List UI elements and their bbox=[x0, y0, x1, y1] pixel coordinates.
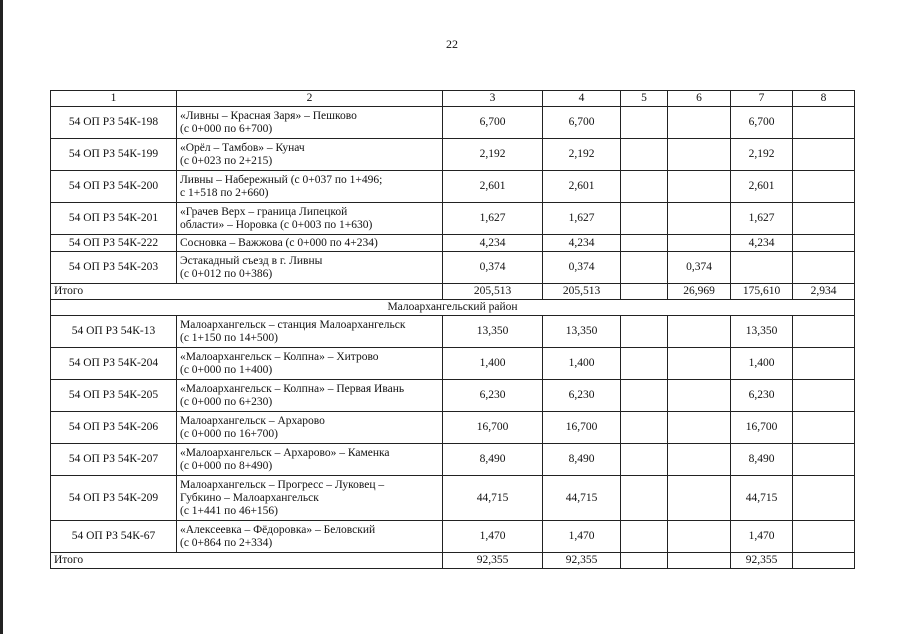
col8-value bbox=[793, 476, 855, 521]
table-row bbox=[51, 348, 855, 380]
col4-value: 1,470 bbox=[543, 521, 621, 553]
road-code: 54 ОП РЗ 54К-205 bbox=[51, 380, 177, 412]
col8-value bbox=[793, 444, 855, 476]
total-row bbox=[51, 284, 855, 300]
col4-value: 44,715 bbox=[543, 476, 621, 521]
col8-value bbox=[793, 412, 855, 444]
road-name: «Орёл – Тамбов» – Кунач (с 0+023 по 2+215) bbox=[177, 139, 443, 171]
road-code: 54 ОП РЗ 54К-204 bbox=[51, 348, 177, 380]
col6-value bbox=[668, 521, 731, 553]
col4-value: 4,234 bbox=[543, 235, 621, 252]
col5-value bbox=[621, 107, 668, 139]
col7-value: 6,230 bbox=[731, 380, 793, 412]
col8-value bbox=[793, 380, 855, 412]
col6-value bbox=[668, 203, 731, 235]
road-code: 54 ОП РЗ 54К-199 bbox=[51, 139, 177, 171]
col3-value: 1,400 bbox=[443, 348, 543, 380]
road-code: 54 ОП РЗ 54К-203 bbox=[51, 252, 177, 284]
road-code: 54 ОП РЗ 54К-200 bbox=[51, 171, 177, 203]
col7-value: 8,490 bbox=[731, 444, 793, 476]
header-cell: 3 bbox=[443, 91, 543, 107]
col6-value bbox=[668, 380, 731, 412]
district-title: Малоархангельский район bbox=[51, 300, 855, 316]
col5-value bbox=[621, 203, 668, 235]
road-name: Малоархангельск – Прогресс – Луковец – Губкино – Малоархангельск (с 1+441 по 46+156) bbox=[177, 476, 443, 521]
col5-value bbox=[621, 380, 668, 412]
table-row bbox=[51, 380, 855, 412]
col3-value: 1,470 bbox=[443, 521, 543, 553]
roads-table bbox=[50, 90, 855, 569]
page-number: 22 bbox=[446, 37, 458, 51]
col5-value bbox=[621, 521, 668, 553]
district-row bbox=[51, 300, 855, 316]
col6-value bbox=[668, 412, 731, 444]
table-row bbox=[51, 107, 855, 139]
col3-value: 16,700 bbox=[443, 412, 543, 444]
road-code: 54 ОП РЗ 54К-222 bbox=[51, 235, 177, 252]
road-name: Сосновка – Важжова (с 0+000 по 4+234) bbox=[177, 235, 443, 252]
header-row bbox=[51, 91, 855, 107]
col4-value: 6,230 bbox=[543, 380, 621, 412]
col8-value bbox=[793, 203, 855, 235]
col7-value: 1,627 bbox=[731, 203, 793, 235]
table-row bbox=[51, 139, 855, 171]
road-code: 54 ОП РЗ 54К-67 bbox=[51, 521, 177, 553]
col8-value bbox=[793, 107, 855, 139]
col6-value bbox=[668, 235, 731, 252]
col3-value: 2,192 bbox=[443, 139, 543, 171]
total-col7: 92,355 bbox=[731, 553, 793, 569]
total-row bbox=[51, 553, 855, 569]
col7-value: 1,400 bbox=[731, 348, 793, 380]
road-code: 54 ОП РЗ 54К-198 bbox=[51, 107, 177, 139]
col6-value bbox=[668, 139, 731, 171]
road-name: Эстакадный съезд в г. Ливны (с 0+012 по 0+386) bbox=[177, 252, 443, 284]
col7-value: 44,715 bbox=[731, 476, 793, 521]
road-name: «Малоархангельск – Архарово» – Каменка (с 0+000 по 8+490) bbox=[177, 444, 443, 476]
col8-value bbox=[793, 139, 855, 171]
road-code: 54 ОП РЗ 54К-201 bbox=[51, 203, 177, 235]
road-name: «Малоархангельск – Колпна» – Хитрово (с 0+000 по 1+400) bbox=[177, 348, 443, 380]
col7-value: 13,350 bbox=[731, 316, 793, 348]
table-row bbox=[51, 171, 855, 203]
road-name: Ливны – Набережный (с 0+037 по 1+496; с 1+518 по 2+660) bbox=[177, 171, 443, 203]
table-row bbox=[51, 235, 855, 252]
col5-value bbox=[621, 348, 668, 380]
total-col8: 2,934 bbox=[793, 284, 855, 300]
col8-value bbox=[793, 521, 855, 553]
col5-value bbox=[621, 444, 668, 476]
col4-value: 1,627 bbox=[543, 203, 621, 235]
col6-value bbox=[668, 316, 731, 348]
col3-value: 6,700 bbox=[443, 107, 543, 139]
col6-value bbox=[668, 476, 731, 521]
col3-value: 6,230 bbox=[443, 380, 543, 412]
col7-value: 2,601 bbox=[731, 171, 793, 203]
header-cell: 8 bbox=[793, 91, 855, 107]
col4-value: 8,490 bbox=[543, 444, 621, 476]
col3-value: 4,234 bbox=[443, 235, 543, 252]
road-name: «Грачев Верх – граница Липецкой области» – Норовка (с 0+003 по 1+630) bbox=[177, 203, 443, 235]
col5-value bbox=[621, 316, 668, 348]
total-col3: 92,355 bbox=[443, 553, 543, 569]
col5-value bbox=[621, 476, 668, 521]
road-code: 54 ОП РЗ 54К-206 bbox=[51, 412, 177, 444]
col6-value: 0,374 bbox=[668, 252, 731, 284]
col6-value bbox=[668, 171, 731, 203]
col6-value bbox=[668, 444, 731, 476]
col7-value: 16,700 bbox=[731, 412, 793, 444]
col8-value bbox=[793, 235, 855, 252]
col4-value: 2,192 bbox=[543, 139, 621, 171]
table-row bbox=[51, 412, 855, 444]
table-row bbox=[51, 316, 855, 348]
total-col5 bbox=[621, 553, 668, 569]
total-label: Итого bbox=[51, 284, 443, 300]
col8-value bbox=[793, 316, 855, 348]
col5-value bbox=[621, 252, 668, 284]
table-row bbox=[51, 521, 855, 553]
col3-value: 1,627 bbox=[443, 203, 543, 235]
header-cell: 4 bbox=[543, 91, 621, 107]
table-row bbox=[51, 476, 855, 521]
col4-value: 2,601 bbox=[543, 171, 621, 203]
col3-value: 8,490 bbox=[443, 444, 543, 476]
road-name: «Малоархангельск – Колпна» – Первая Ивань (с 0+000 по 6+230) bbox=[177, 380, 443, 412]
header-cell: 7 bbox=[731, 91, 793, 107]
col7-value: 4,234 bbox=[731, 235, 793, 252]
col8-value bbox=[793, 252, 855, 284]
col4-value: 6,700 bbox=[543, 107, 621, 139]
col5-value bbox=[621, 171, 668, 203]
total-col4: 205,513 bbox=[543, 284, 621, 300]
road-name: «Алексеевка – Фёдоровка» – Беловский (с 0+864 по 2+334) bbox=[177, 521, 443, 553]
total-col7: 175,610 bbox=[731, 284, 793, 300]
total-col4: 92,355 bbox=[543, 553, 621, 569]
total-col5 bbox=[621, 284, 668, 300]
road-code: 54 ОП РЗ 54К-207 bbox=[51, 444, 177, 476]
page-edge-shadow bbox=[0, 0, 3, 634]
road-name: Малоархангельск – Архарово (с 0+000 по 16+700) bbox=[177, 412, 443, 444]
col4-value: 13,350 bbox=[543, 316, 621, 348]
col5-value bbox=[621, 412, 668, 444]
col4-value: 16,700 bbox=[543, 412, 621, 444]
col6-value bbox=[668, 348, 731, 380]
col7-value: 6,700 bbox=[731, 107, 793, 139]
col5-value bbox=[621, 139, 668, 171]
total-label: Итого bbox=[51, 553, 443, 569]
header-cell: 5 bbox=[621, 91, 668, 107]
table-row bbox=[51, 203, 855, 235]
total-col8 bbox=[793, 553, 855, 569]
table-row bbox=[51, 252, 855, 284]
col7-value: 2,192 bbox=[731, 139, 793, 171]
road-code: 54 ОП РЗ 54К-13 bbox=[51, 316, 177, 348]
col5-value bbox=[621, 235, 668, 252]
col8-value bbox=[793, 171, 855, 203]
total-col6 bbox=[668, 553, 731, 569]
col3-value: 44,715 bbox=[443, 476, 543, 521]
road-name: Малоархангельск – станция Малоархангельск (с 1+150 по 14+500) bbox=[177, 316, 443, 348]
col7-value: 1,470 bbox=[731, 521, 793, 553]
col4-value: 1,400 bbox=[543, 348, 621, 380]
col3-value: 0,374 bbox=[443, 252, 543, 284]
header-cell: 1 bbox=[51, 91, 177, 107]
total-col6: 26,969 bbox=[668, 284, 731, 300]
road-name: «Ливны – Красная Заря» – Пешково (с 0+000 по 6+700) bbox=[177, 107, 443, 139]
col3-value: 13,350 bbox=[443, 316, 543, 348]
road-code: 54 ОП РЗ 54К-209 bbox=[51, 476, 177, 521]
col4-value: 0,374 bbox=[543, 252, 621, 284]
col6-value bbox=[668, 107, 731, 139]
col7-value bbox=[731, 252, 793, 284]
total-col3: 205,513 bbox=[443, 284, 543, 300]
header-cell: 2 bbox=[177, 91, 443, 107]
col3-value: 2,601 bbox=[443, 171, 543, 203]
table-row bbox=[51, 444, 855, 476]
header-cell: 6 bbox=[668, 91, 731, 107]
col8-value bbox=[793, 348, 855, 380]
